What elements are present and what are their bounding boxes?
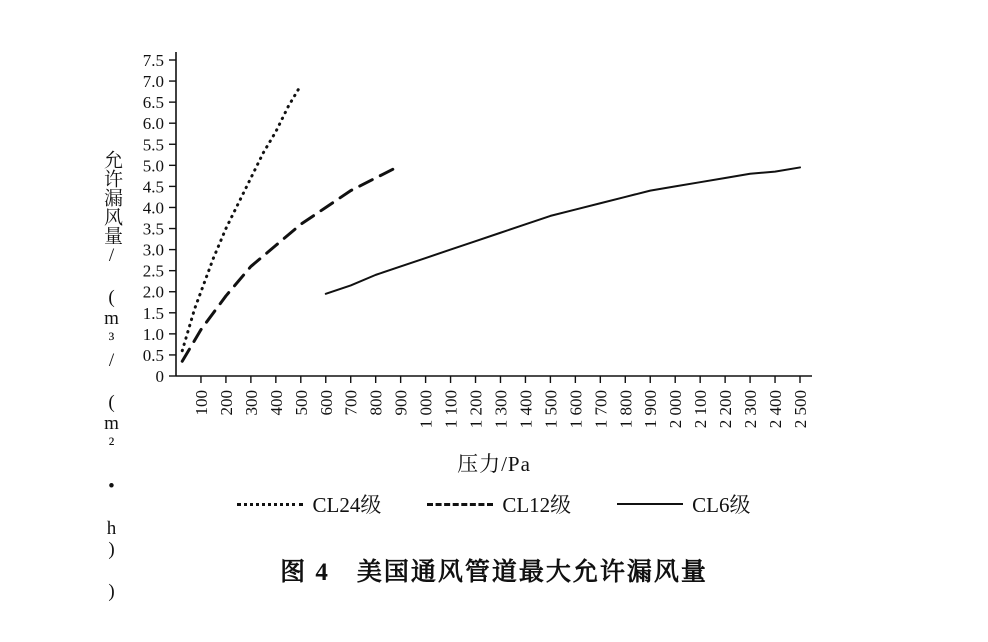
svg-text:5.0: 5.0	[142, 156, 164, 176]
svg-text:1 400: 1 400	[516, 390, 536, 429]
svg-text:2.0: 2.0	[142, 282, 164, 302]
svg-text:300: 300	[241, 390, 261, 416]
svg-text:1 000: 1 000	[416, 390, 436, 429]
series-CL12级	[182, 165, 400, 361]
series-CL24级	[182, 85, 301, 350]
svg-text:3.0: 3.0	[142, 240, 164, 260]
svg-text:7.0: 7.0	[142, 72, 164, 92]
svg-text:5.5: 5.5	[142, 135, 164, 155]
svg-text:4.5: 4.5	[142, 177, 164, 197]
svg-text:1 700: 1 700	[591, 390, 611, 429]
svg-text:0.5: 0.5	[142, 345, 164, 365]
svg-text:2 400: 2 400	[766, 390, 786, 429]
figure-caption: 图 4 美国通风管道最大允许漏风量	[280, 559, 708, 586]
svg-text:700: 700	[341, 390, 361, 416]
legend-label: CL12级	[502, 493, 572, 517]
legend-swatch-solid	[617, 503, 683, 505]
x-axis-title: 压力/Pa	[457, 452, 531, 476]
legend-item	[237, 489, 381, 519]
svg-text:2 200: 2 200	[716, 390, 736, 429]
svg-text:2 500: 2 500	[791, 390, 810, 429]
y-axis-title: 允许漏风量/ (m³/ (m² • h) )	[101, 150, 122, 602]
svg-text:2.5: 2.5	[142, 261, 164, 281]
chart-legend	[0, 489, 988, 519]
svg-text:1 200: 1 200	[466, 390, 486, 429]
svg-text:6.0: 6.0	[142, 114, 164, 134]
legend-item	[427, 489, 571, 519]
legend-item	[617, 489, 750, 519]
svg-text:1 500: 1 500	[541, 390, 561, 429]
svg-text:800: 800	[366, 390, 386, 416]
svg-text:2 300: 2 300	[741, 390, 761, 429]
svg-text:200: 200	[216, 390, 236, 416]
svg-text:4.0: 4.0	[142, 198, 164, 218]
svg-text:7.5: 7.5	[142, 51, 164, 70]
legend-swatch-dashed	[427, 503, 493, 506]
legend-swatch-dotted	[237, 503, 303, 506]
svg-text:100: 100	[191, 390, 211, 416]
svg-text:1 800: 1 800	[616, 390, 636, 429]
legend-label: CL24级	[312, 493, 382, 517]
svg-text:400: 400	[266, 390, 286, 416]
legend-label: CL6级	[692, 493, 751, 517]
svg-text:1 600: 1 600	[566, 390, 586, 429]
svg-text:3.5: 3.5	[142, 219, 164, 239]
svg-text:600: 600	[316, 390, 336, 416]
svg-text:1.0: 1.0	[142, 324, 164, 344]
svg-text:0: 0	[155, 367, 164, 386]
svg-text:900: 900	[391, 390, 411, 416]
svg-text:2 100: 2 100	[691, 390, 711, 429]
svg-text:500: 500	[291, 390, 311, 416]
svg-text:1 100: 1 100	[441, 390, 461, 429]
svg-text:1.5: 1.5	[142, 303, 164, 323]
svg-text:6.5: 6.5	[142, 93, 164, 113]
svg-text:1 900: 1 900	[641, 390, 661, 429]
svg-text:1 300: 1 300	[491, 390, 511, 429]
series-CL6级	[326, 167, 800, 293]
svg-text:2 000: 2 000	[666, 390, 686, 429]
